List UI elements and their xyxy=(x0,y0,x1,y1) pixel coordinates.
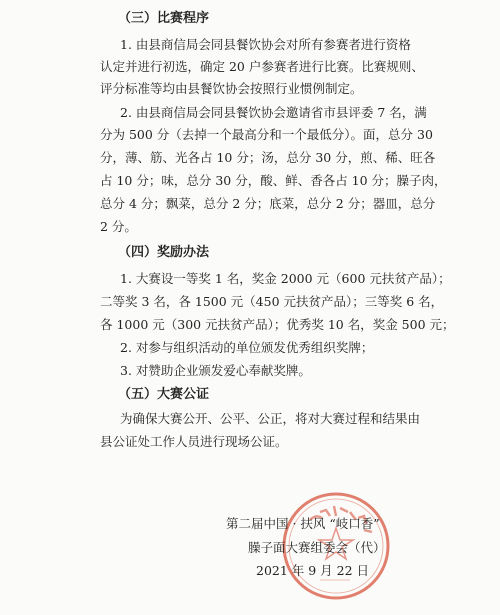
s4-line-3: 各 1000 元（300 元扶贫产品）；优秀奖 10 名，奖金 500 元； xyxy=(100,317,455,332)
s3-line-9: 2 分。 xyxy=(100,219,137,234)
signature-organizer-line-1: 第二届中国 · 扶风 “岐口香” xyxy=(226,516,380,531)
s4-line-5: 3. 对赞助企业颁发爱心奉献奖牌。 xyxy=(120,363,311,378)
s5-line-2: 县公证处工作人员进行现场公证。 xyxy=(100,434,288,449)
s3-line-3: 评分标准等均由县餐饮协会按照行业惯例制定。 xyxy=(100,81,363,96)
s3-line-4: 2. 由县商信局会同县餐饮协会邀请省市县评委 7 名，满 xyxy=(120,105,427,120)
s4-line-2: 二等奖 3 名，各 1500 元（450 元扶贫产品）；三等奖 6 名， xyxy=(100,294,444,309)
s4-line-1: 1. 大赛设一等奖 1 名，奖金 2000 元（600 元扶贫产品）； xyxy=(120,271,451,286)
s4-line-4: 2. 对参与组织活动的单位颁发优秀组织奖牌； xyxy=(120,340,374,355)
s3-line-8: 总分 4 分；飘菜，总分 2 分；底菜，总分 2 分；器皿，总分 xyxy=(100,196,436,211)
section-3-heading: （三）比赛程序 xyxy=(118,11,210,26)
s3-line-1: 1. 由县商信局会同县餐饮协会对所有参赛者进行资格 xyxy=(120,37,411,52)
s3-line-6: 分，薄、筋、光各占 10 分；汤，总分 30 分，煎、稀、旺各 xyxy=(100,150,436,165)
signature-organizer-line-2: 臊子面大赛组委会（代） xyxy=(248,540,386,555)
s3-line-2: 认定并进行初选，确定 20 户参赛者进行比赛。比赛规则、 xyxy=(100,59,424,74)
s3-line-7: 占 10 分；味，总分 30 分，酸、鲜、香各占 10 分；臊子肉， xyxy=(100,173,447,188)
signature-date: 2021 年 9 月 22 日 xyxy=(256,563,370,578)
section-4-heading: （四）奖励办法 xyxy=(118,245,210,260)
s5-line-1: 为确保大赛公开、公平、公正，将对大赛过程和结果由 xyxy=(120,411,421,426)
s3-line-5: 分为 500 分（去掉一个最高分和一个最低分）。面，总分 30 xyxy=(100,127,433,142)
section-5-heading: （五）大赛公证 xyxy=(118,387,210,402)
